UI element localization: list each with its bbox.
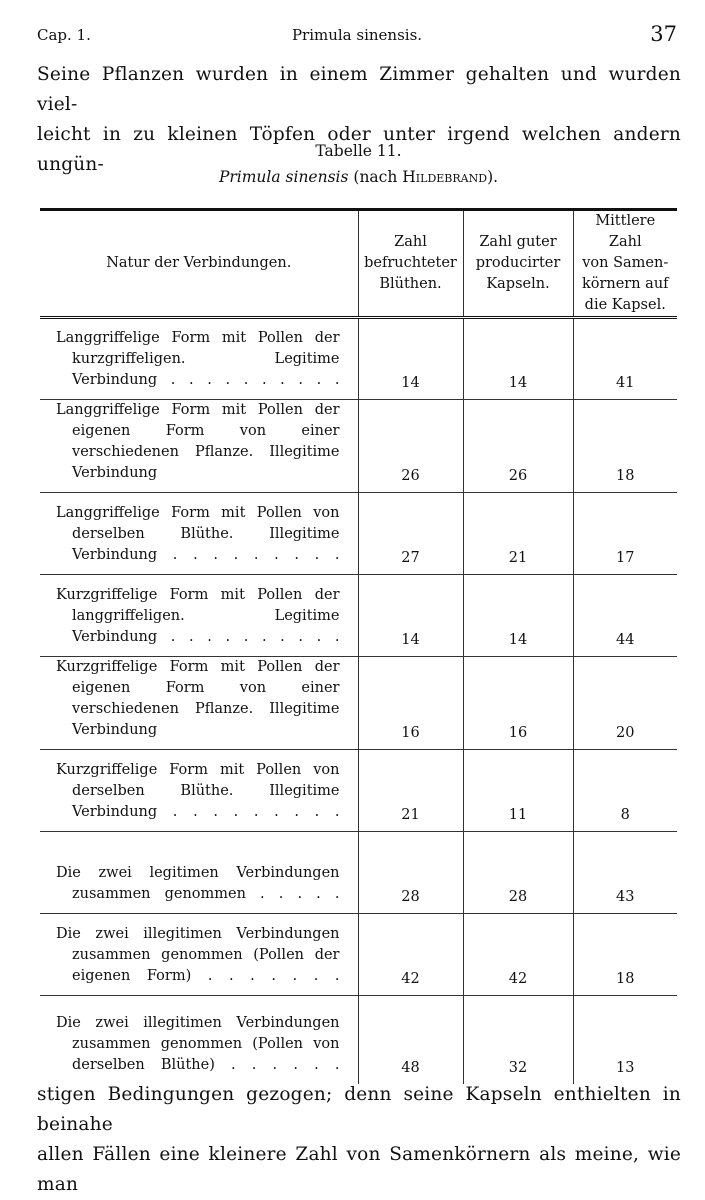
body-text-top: [37, 60, 681, 180]
caption-author: Hildebrand: [402, 168, 488, 186]
header-line: Zahl: [394, 234, 427, 250]
row-flowers: 21: [358, 750, 463, 832]
results-table: [40, 208, 677, 1084]
caption-pre: (nach: [353, 168, 398, 186]
row-capsules: 11: [463, 750, 573, 832]
table-row: [40, 750, 677, 832]
header-line: Mittlere Zahl: [595, 213, 656, 250]
header-flowers: [358, 210, 463, 318]
header-line: von Samen-: [582, 255, 669, 271]
row-desc: Die zwei illegitimen Verbindungen zusammen genommen (Pollen der eigenen Form) . . . . . . .: [56, 926, 340, 984]
row-capsules: 26: [463, 400, 573, 493]
table-row: [40, 996, 677, 1084]
row-capsules: 42: [463, 914, 573, 996]
text-line: allen Fällen eine kleinere Zahl von Samenkörnern als meine, wie man: [37, 1144, 681, 1195]
header-line: die Kapsel.: [584, 297, 666, 313]
row-seeds: 20: [573, 657, 677, 750]
row-seeds: 13: [573, 996, 677, 1084]
row-seeds: 8: [573, 750, 677, 832]
caption-species: Primula sinensis: [218, 168, 349, 186]
row-capsules: 21: [463, 493, 573, 575]
header-line: Kapseln.: [486, 276, 550, 292]
row-flowers: 26: [358, 400, 463, 493]
header-line: körnern auf: [581, 276, 669, 292]
body-text-bottom: [37, 1080, 681, 1200]
table-caption: [0, 168, 705, 186]
row-capsules: 28: [463, 832, 573, 914]
row-desc: Langgriffelige Form mit Pollen der kurzgriffeligen. Legitime Verbindung . . . . . . . . . .: [56, 330, 340, 388]
row-flowers: 14: [358, 575, 463, 657]
row-flowers: 14: [358, 318, 463, 400]
page-number: 37: [650, 22, 677, 46]
row-desc: Kurzgriffelige Form mit Pollen der eigenen Form von einer verschiedenen Pflanze. Illegitime Verbindung: [56, 659, 340, 738]
header-line: Zahl guter: [479, 234, 557, 250]
row-seeds: 18: [573, 914, 677, 996]
text-line: leicht in zu kleinen Töpfen oder unter irgend welchen andern ungün-: [37, 124, 681, 175]
chapter-label: Cap. 1.: [37, 26, 91, 44]
running-head: [37, 22, 677, 48]
row-seeds: 17: [573, 493, 677, 575]
text-line: Seine Pflanzen wurden in einem Zimmer gehalten und wurden viel-: [37, 64, 681, 115]
row-desc: Langgriffelige Form mit Pollen der eigenen Form von einer verschiedenen Pflanze. Illegitime Verbindung: [56, 402, 340, 481]
row-flowers: 28: [358, 832, 463, 914]
header-line: producirter: [475, 255, 561, 271]
row-desc: Langgriffelige Form mit Pollen von derselben Blüthe. Illegitime Verbindung . . . . . . . . .: [56, 505, 340, 563]
row-capsules: 32: [463, 996, 573, 1084]
header-capsules: [463, 210, 573, 318]
table-row: [40, 318, 677, 400]
row-seeds: 44: [573, 575, 677, 657]
caption-post: ).: [487, 168, 499, 186]
header-desc: Natur der Verbindungen.: [106, 255, 292, 271]
header-line: befruchteter: [364, 255, 457, 271]
table-row: [40, 914, 677, 996]
row-desc: Kurzgriffelige Form mit Pollen von derselben Blüthe. Illegitime Verbindung . . . . . . . . .: [56, 762, 340, 820]
table-row: [40, 400, 677, 493]
row-seeds: 43: [573, 832, 677, 914]
row-seeds: 18: [573, 400, 677, 493]
table-label: Tabelle 11.: [315, 142, 402, 160]
row-flowers: 42: [358, 914, 463, 996]
row-desc: Die zwei illegitimen Verbindungen zusammen genommen (Pollen von derselben Blüthe) . . . . . .: [56, 1014, 340, 1073]
row-seeds: 41: [573, 318, 677, 400]
row-desc: Kurzgriffelige Form mit Pollen der langgriffeligen. Legitime Verbindung . . . . . . . . . .: [56, 587, 340, 645]
row-capsules: 14: [463, 318, 573, 400]
table-header-row: [40, 210, 677, 318]
table-row: [40, 575, 677, 657]
header-line: Blüthen.: [379, 276, 442, 292]
header-seeds: [573, 210, 677, 318]
row-desc: Die zwei legitimen Verbindungen zusammen genommen . . . . .: [56, 865, 340, 902]
row-capsules: 16: [463, 657, 573, 750]
row-flowers: 16: [358, 657, 463, 750]
row-flowers: 48: [358, 996, 463, 1084]
text-line: stigen Bedingungen gezogen; denn seine Kapseln enthielten in beinahe: [37, 1084, 681, 1135]
running-title: Primula sinensis.: [291, 26, 423, 44]
table-row: [40, 832, 677, 914]
row-flowers: 27: [358, 493, 463, 575]
table-row: [40, 493, 677, 575]
row-capsules: 14: [463, 575, 573, 657]
table-row: [40, 657, 677, 750]
